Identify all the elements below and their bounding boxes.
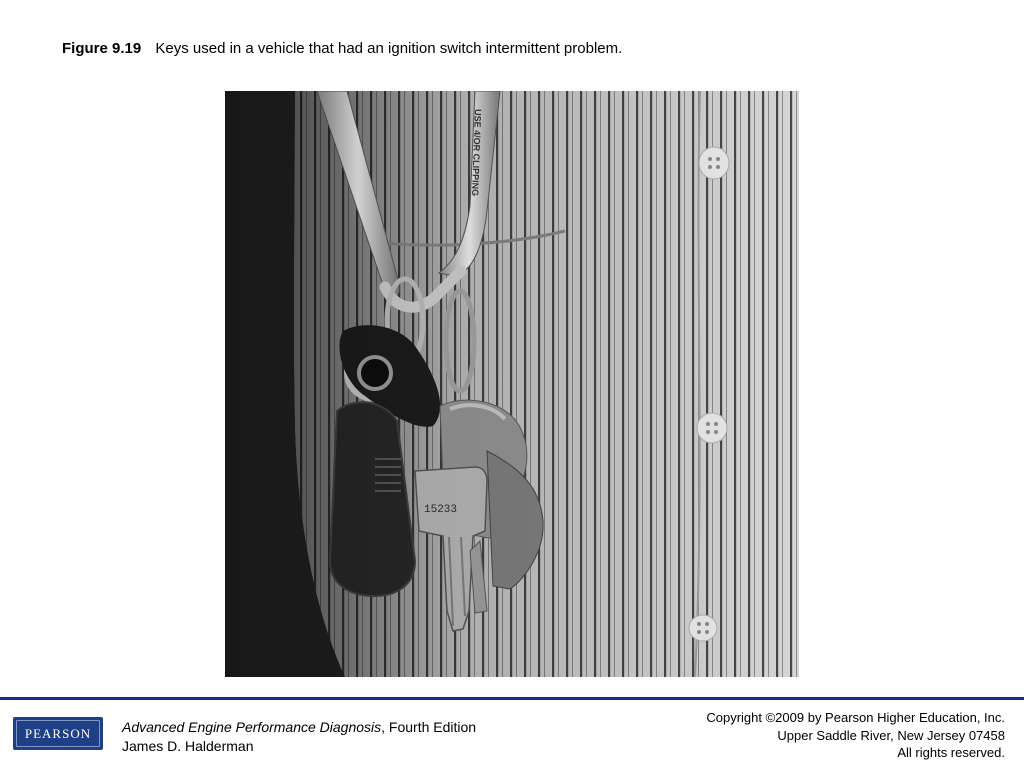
copyright-line-2: Upper Saddle River, New Jersey 07458 <box>777 727 1005 743</box>
copyright-notice <box>706 709 1005 762</box>
figure-number: Figure 9.19 <box>62 40 142 57</box>
tool-marking: USE 4/OR CLIPPING <box>469 108 483 197</box>
book-edition: , Fourth Edition <box>381 719 477 735</box>
figure-caption <box>62 40 622 58</box>
footer-rule <box>0 697 1024 700</box>
keys-photo-illustration <box>225 91 799 677</box>
keys-photo <box>225 91 799 677</box>
book-title: Advanced Engine Performance Diagnosis <box>122 719 382 735</box>
key-number: 15233 <box>424 504 458 516</box>
book-info <box>122 718 476 756</box>
pearson-logo <box>13 717 103 750</box>
copyright-line-3: All rights reserved. <box>897 745 1005 760</box>
figure-caption-text: Keys used in a vehicle that had an ignition switch intermittent problem. <box>155 40 623 57</box>
copyright-line-1: Copyright ©2009 by Pearson Higher Education, Inc. <box>706 710 1005 725</box>
book-author: James D. Halderman <box>122 738 254 754</box>
pearson-logo-text: PEARSON <box>24 726 92 741</box>
book-title-line <box>122 718 476 737</box>
